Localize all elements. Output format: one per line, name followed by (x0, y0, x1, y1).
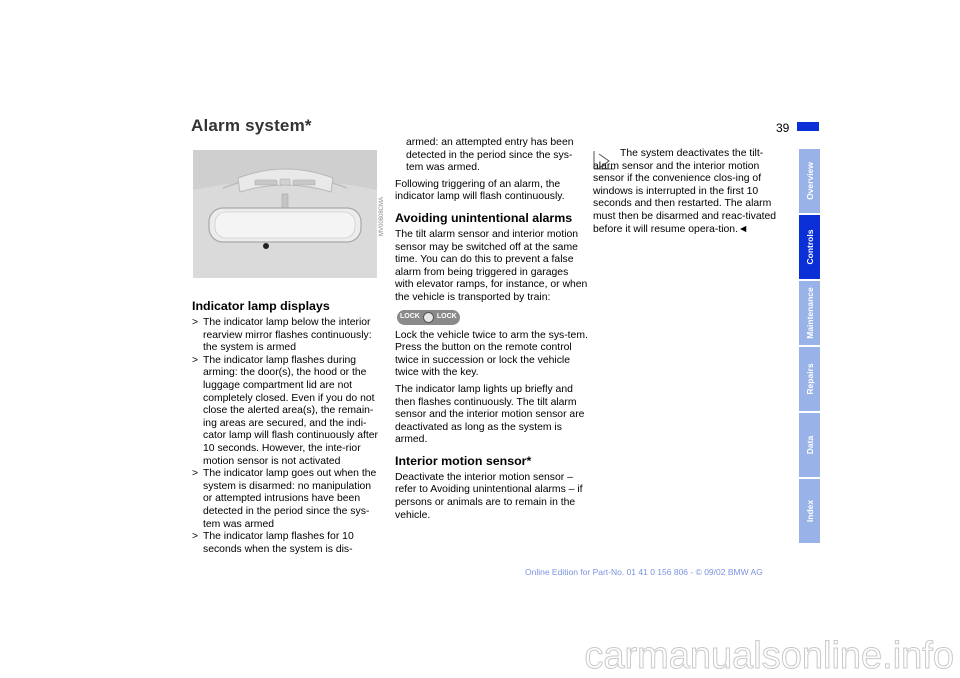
rearview-mirror-illustration (193, 150, 377, 278)
end-mark: ◄ (737, 223, 749, 235)
heading-indicator-lamp-displays: Indicator lamp displays (192, 299, 330, 313)
rearview-mirror-figure (193, 150, 377, 278)
tab-controls[interactable]: Controls (799, 215, 820, 279)
paragraph: Lock the vehicle twice to arm the sys-tem. Press the button on the remote control twice in succession or lock the vehicle twice with the key. (395, 329, 588, 379)
paragraph: The indicator lamp lights up briefly and then flashes continuously. The tilt alarm sensor and the interior motion sensor are deactivated as long as the system is armed. (395, 383, 585, 446)
list-item: > The indicator lamp flashes for 10 seconds when the system is dis- (192, 531, 354, 555)
note-text: The system deactivates the tilt-alarm sensor and the interior motion sensor if the convenience clos-ing of windows is interrupted in the first 10 seconds and then restarted. The alarm must then be disarmed and reac-tivated before it will resume opera-tion.◄ (593, 148, 777, 235)
tab-index[interactable]: Index (799, 479, 820, 543)
figure-code: MV00808CMA (379, 196, 385, 236)
page-number: 39 (776, 121, 790, 135)
page-title: Alarm system* (191, 116, 312, 135)
lock-button-icon (423, 312, 434, 323)
page-number-bar (797, 122, 819, 131)
paragraph: The tilt alarm sensor and interior motion sensor may be switched off at the same time. You can do this to prevent a false alarm from being triggered in garages with elevator ramps, for instance, or when the vehicle is transported by train: (395, 228, 588, 303)
paragraph: Following triggering of an alarm, the indicator lamp will flash continuously. (395, 178, 565, 203)
footer-edition: Online Edition for Part-No. 01 41 0 156 806 - © 09/02 BMW AG (525, 567, 763, 577)
tab-maintenance[interactable]: Maintenance (799, 281, 820, 345)
heading-interior-motion-sensor: Interior motion sensor* (395, 453, 532, 468)
tab-overview[interactable]: Overview (799, 149, 820, 213)
tab-data[interactable]: Data (799, 413, 820, 477)
paragraph: Deactivate the interior motion sensor – refer to Avoiding unintentional alarms – if persons or animals are to remain in the vehicle. (395, 471, 583, 521)
continued-text: armed: an attempted entry has been detected in the period since the sys-tem was armed. (406, 137, 574, 174)
list-item: > The indicator lamp goes out when the system is disarmed: no manipulation or attempted intrusions have been detected in the period since the sys-tem was armed (192, 468, 377, 530)
heading-avoiding-unintentional-alarms: Avoiding unintentional alarms (395, 210, 573, 225)
lock-twice-icon: LOCK LOCK (397, 310, 460, 325)
column-3 (593, 148, 789, 240)
column-1 (192, 292, 382, 556)
list-item: > The indicator lamp flashes during arming: the door(s), the hood or the luggage compartment lid are not completely closed. Even if you do not close the alerted area(s), the remain-ing areas are secured, and the indi-cator lamp will flash continuously after 10 seconds. However, the inte-rior motion sensor is not activated (192, 354, 378, 467)
column-2 (395, 137, 588, 526)
svg-text:carmanualsonline.info: carmanualsonline.info (584, 635, 954, 677)
list-item: > The indicator lamp below the interior rearview mirror flashes continuously: the system is armed (192, 317, 372, 354)
tab-repairs[interactable]: Repairs (799, 347, 820, 411)
section-tabs (799, 149, 820, 545)
watermark-logo (0, 630, 960, 678)
